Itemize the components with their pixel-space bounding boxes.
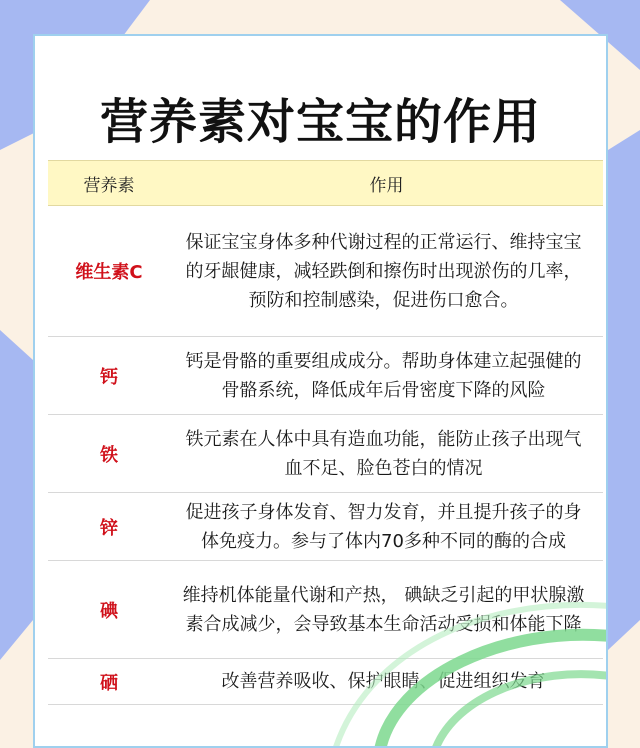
nutrient-name: 锌 bbox=[100, 517, 118, 539]
nutrient-name: 碘 bbox=[100, 600, 118, 622]
blue-shape-right bbox=[608, 130, 640, 650]
nutrient-name: 维生素C bbox=[75, 262, 143, 283]
nutrient-effect: 保证宝宝身体多种代谢过程的正常运行、维持宝宝的牙龈健康，减轻跌倒和擦伤时出现淤伤的几率，预防和控制感染，促进伤口愈合。 bbox=[185, 231, 582, 311]
table-row bbox=[48, 206, 603, 337]
blue-shape-left bbox=[0, 330, 33, 660]
table-row bbox=[48, 561, 603, 659]
table-row bbox=[48, 337, 603, 415]
nutrient-name: 铁 bbox=[100, 444, 118, 466]
nutrient-name: 硒 bbox=[100, 672, 118, 694]
table-row bbox=[48, 493, 603, 561]
nutrient-effect: 维持机体能量代谢和产热， 碘缺乏引起的甲状腺激素合成减少，会导致基本生命活动受损和体能下降 bbox=[182, 584, 585, 635]
table-row bbox=[48, 659, 603, 705]
nutrient-effect: 铁元素在人体中具有造血功能，能防止孩子出现气血不足、脸色苍白的情况 bbox=[185, 428, 582, 479]
header-nutrient: 营养素 bbox=[83, 175, 135, 196]
page-title: 营养素对宝宝的作用 bbox=[99, 94, 541, 150]
nutrient-name: 钙 bbox=[100, 366, 118, 388]
nutrient-effect: 改善营养吸收、保护眼睛、促进组织发育 bbox=[221, 671, 546, 692]
table-row bbox=[48, 415, 603, 493]
nutrient-effect: 钙是骨骼的重要组成成分。帮助身体建立起强健的骨骼系统，降低成年后骨密度下降的风险 bbox=[185, 350, 582, 401]
content-card bbox=[33, 34, 608, 748]
header-effect: 作用 bbox=[369, 175, 404, 196]
table-header bbox=[48, 160, 603, 206]
nutrient-table bbox=[48, 160, 603, 705]
nutrient-effect: 促进孩子身体发育、智力发育，并且提升孩子的身体免疫力。参与了体内70多种不同的酶的合成 bbox=[185, 501, 582, 552]
